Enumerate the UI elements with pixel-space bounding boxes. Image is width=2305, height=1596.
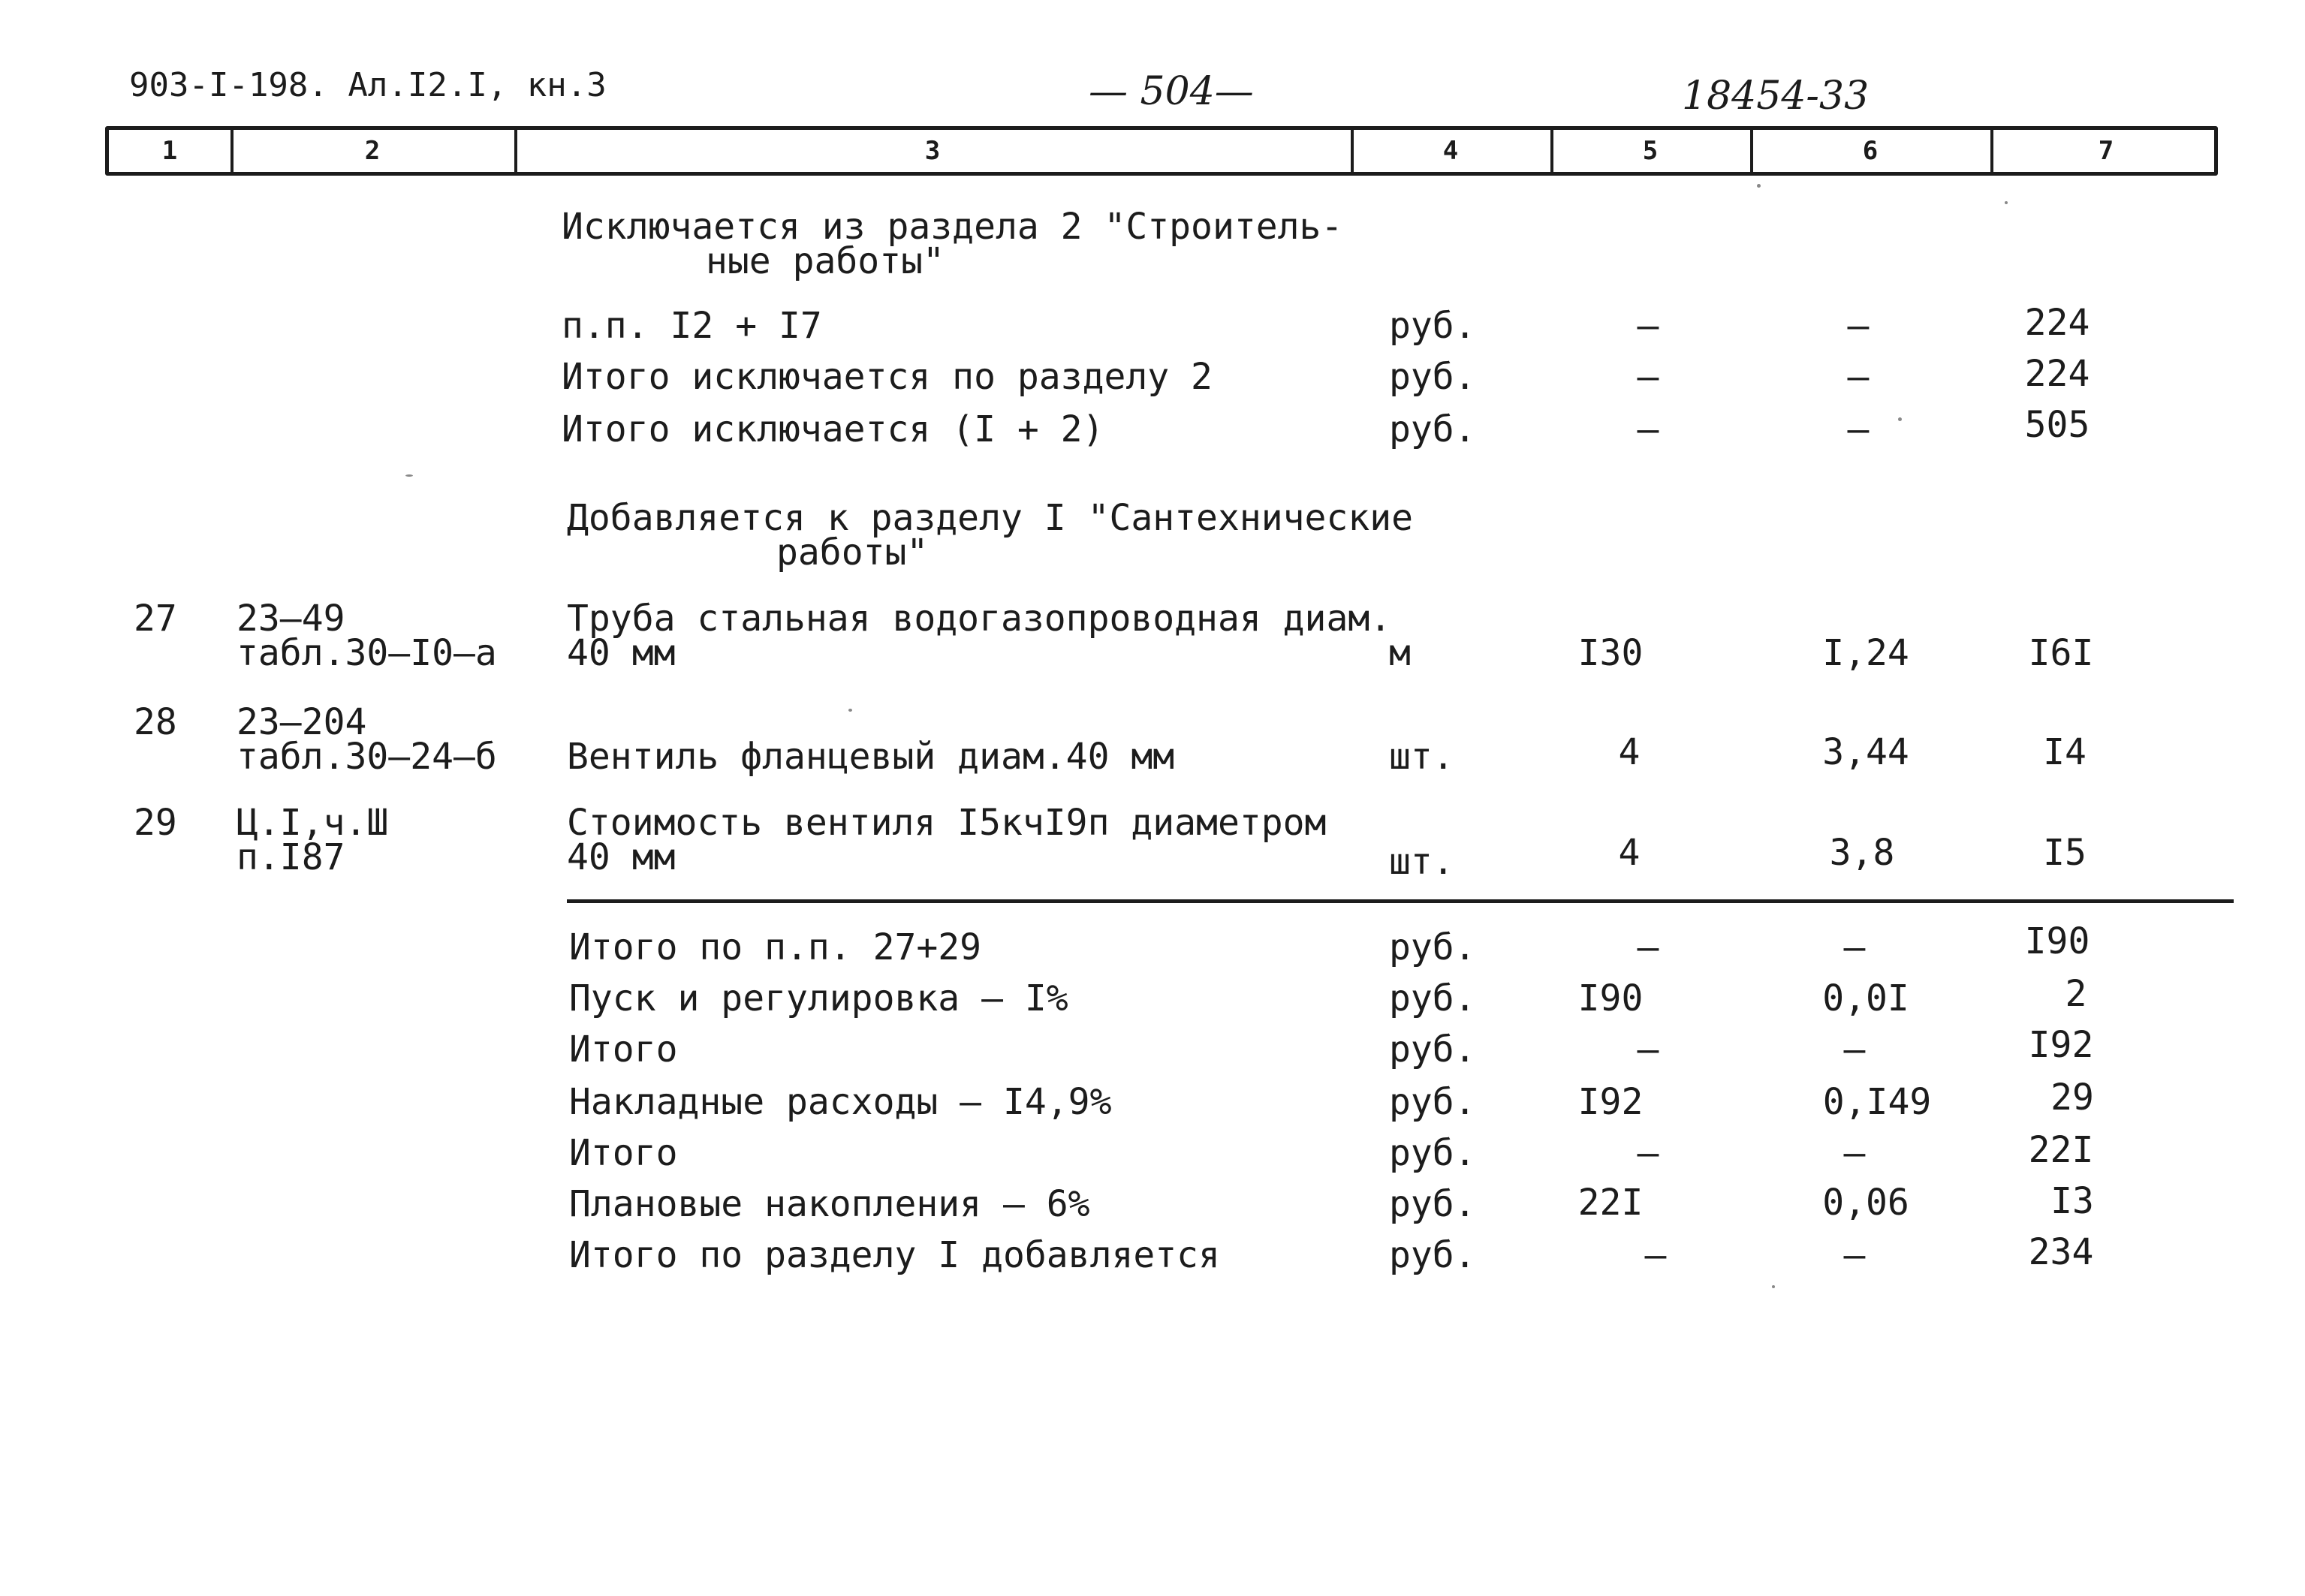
column-divider: [1750, 128, 1753, 173]
column-number: 1: [161, 136, 178, 166]
row-quantity: –: [1637, 926, 1659, 968]
row-total: I5: [2043, 832, 2087, 874]
row-description-cont: Вентиль фланцевый диам.40 мм: [567, 736, 1175, 778]
row-quantity: –: [1637, 408, 1659, 450]
row-unit-price: –: [1847, 356, 1870, 398]
row-unit-price: –: [1843, 1132, 1866, 1174]
section-heading-added-cont: работы": [776, 531, 929, 574]
archive-number: 18454-33: [1682, 74, 1870, 119]
row-quantity: I92: [1577, 1081, 1644, 1123]
row-quantity: 4: [1618, 731, 1641, 773]
scan-speck: [1898, 417, 1902, 421]
column-number: 2: [364, 136, 381, 166]
row-number: 27: [134, 598, 177, 640]
scan-speck: [1772, 1285, 1775, 1288]
row-total: 22I: [2028, 1129, 2094, 1171]
row-description: Труба стальная водогазопроводная диам.: [567, 598, 1392, 640]
row-description: Стоимость вентиля I5кчI9п диаметром: [567, 802, 1327, 844]
column-number: 4: [1442, 136, 1459, 166]
row-reference-table: табл.30–I0–а: [237, 632, 497, 674]
row-description: Итого: [569, 1132, 678, 1174]
row-description-cont: 40 мм: [567, 836, 676, 878]
column-divider: [230, 128, 234, 173]
row-total: I3: [2050, 1180, 2094, 1222]
section-heading-excluded-cont: ные работы": [706, 240, 945, 282]
row-unit-price: 3,44: [1822, 731, 1909, 773]
row-unit: руб.: [1389, 305, 1476, 347]
row-unit: м: [1389, 632, 1411, 674]
document-code: 903-I-198. Ал.I2.I, кн.3: [129, 66, 607, 104]
row-unit: руб.: [1389, 1028, 1476, 1071]
row-unit-price: –: [1847, 305, 1870, 347]
row-total: 224: [2024, 353, 2090, 395]
row-description: Итого по разделу I добавляется: [569, 1234, 1220, 1276]
row-total: 29: [2050, 1077, 2094, 1119]
row-number: 29: [134, 802, 177, 844]
row-description: Накладные расходы – I4,9%: [569, 1081, 1112, 1123]
row-unit-price: –: [1843, 1028, 1866, 1071]
row-quantity: –: [1637, 305, 1659, 347]
row-total: 224: [2024, 302, 2090, 344]
scan-speck: [2005, 201, 2008, 204]
scan-speck: [1757, 184, 1761, 188]
row-description-cont: 40 мм: [567, 632, 676, 674]
section-heading-excluded: Исключается из раздела 2 "Строитель-: [562, 206, 1343, 248]
row-total: 234: [2028, 1231, 2094, 1273]
row-unit: руб.: [1389, 1234, 1476, 1276]
column-number: 7: [2098, 136, 2114, 166]
page-number: — 504—: [1089, 69, 1254, 114]
column-divider: [1990, 128, 1993, 173]
row-quantity: 4: [1618, 832, 1641, 874]
row-total: I92: [2028, 1024, 2094, 1066]
row-quantity: –: [1637, 1132, 1659, 1174]
row-unit-price: 0,06: [1822, 1182, 1909, 1224]
row-reference: 23–49: [237, 598, 345, 640]
row-description: Плановые накопления – 6%: [569, 1183, 1090, 1225]
section-heading-added: Добавляется к разделу I "Сантехнические: [567, 497, 1414, 539]
row-total: I90: [2024, 920, 2090, 962]
row-unit-price: –: [1847, 408, 1870, 450]
totals-divider: [567, 899, 2234, 903]
column-divider: [1550, 128, 1553, 173]
row-unit: руб.: [1389, 1132, 1476, 1174]
row-reference-table: п.I87: [237, 836, 345, 878]
row-quantity: –: [1637, 356, 1659, 398]
row-unit: руб.: [1389, 356, 1476, 398]
row-quantity: I90: [1577, 977, 1644, 1019]
row-description: Пуск и регулировка – I%: [569, 977, 1068, 1019]
row-quantity: 22I: [1577, 1182, 1644, 1224]
row-total: 2: [2065, 973, 2087, 1015]
row-unit-price: –: [1843, 1234, 1866, 1276]
scan-speck: [848, 709, 852, 712]
row-description: Итого: [569, 1028, 678, 1071]
column-number: 3: [924, 136, 941, 166]
row-unit: руб.: [1389, 977, 1476, 1019]
row-quantity: –: [1644, 1234, 1667, 1276]
column-header-bar: [105, 126, 2218, 176]
row-unit-price: 0,0I: [1822, 977, 1909, 1019]
row-unit-price: 3,8: [1829, 832, 1895, 874]
row-unit: руб.: [1389, 926, 1476, 968]
row-unit: шт.: [1389, 841, 1454, 883]
column-divider: [514, 128, 517, 173]
scan-speck: [405, 474, 413, 477]
row-reference: Ц.I,ч.Ш: [237, 802, 389, 844]
row-number: 28: [134, 701, 177, 743]
row-quantity: I30: [1577, 632, 1644, 674]
row-total: 505: [2024, 404, 2090, 446]
row-description: Итого по п.п. 27+29: [569, 926, 982, 968]
column-number: 5: [1642, 136, 1659, 166]
column-divider: [1351, 128, 1354, 173]
row-total: I4: [2043, 731, 2087, 773]
row-unit: руб.: [1389, 408, 1476, 450]
row-reference-table: табл.30–24–б: [237, 736, 497, 778]
row-description: Итого исключается по разделу 2: [562, 356, 1213, 398]
column-number: 6: [1862, 136, 1879, 166]
row-reference: 23–204: [237, 701, 367, 743]
row-description: Итого исключается (I + 2): [562, 408, 1104, 450]
row-unit: руб.: [1389, 1183, 1476, 1225]
row-unit-price: –: [1843, 926, 1866, 968]
row-unit: руб.: [1389, 1081, 1476, 1123]
row-description: п.п. I2 + I7: [562, 305, 822, 347]
row-quantity: –: [1637, 1028, 1659, 1071]
row-unit-price: I,24: [1822, 632, 1909, 674]
row-total: I6I: [2028, 632, 2094, 674]
row-unit-price: 0,I49: [1822, 1081, 1932, 1123]
row-unit: шт.: [1389, 736, 1454, 778]
